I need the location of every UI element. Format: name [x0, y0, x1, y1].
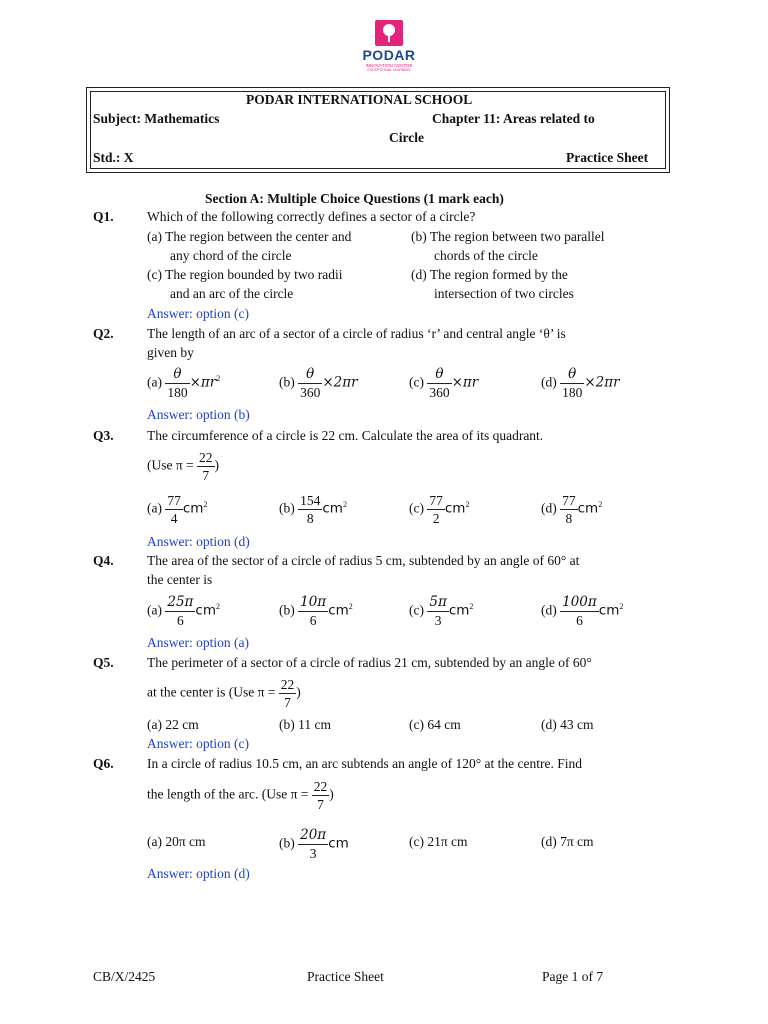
- q1-option-c-line2: and an arc of the circle: [170, 286, 294, 301]
- q5-option-d: (d) 43 cm: [541, 717, 594, 732]
- logo-tagline: EXCEPTIONAL LEARNING: [367, 68, 411, 72]
- q1-number: Q1.: [93, 209, 114, 224]
- q6-option-a: (a) 20π cm: [147, 834, 206, 849]
- q4-option-c: (c) $\frac{5\pi}{3}$ $cm^2$: [409, 594, 474, 628]
- footer-title: Practice Sheet: [307, 969, 384, 984]
- q1-option-b-line1: (b) The region between two parallel: [411, 229, 605, 244]
- q2-number: Q2.: [93, 326, 114, 341]
- q6-number: Q6.: [93, 756, 114, 771]
- q2-option-b: (b) $\frac{\theta}{360}$ ×2πr: [279, 366, 358, 400]
- q6-answer: Answer: option (d): [147, 866, 250, 881]
- school-name: PODAR INTERNATIONAL SCHOOL: [246, 92, 473, 107]
- q6-option-d: (d) 7π cm: [541, 834, 594, 849]
- q2-answer: Answer: option (b): [147, 407, 250, 422]
- q4-text-line1: The area of the sector of a circle of radius 5 cm, subtended by an angle of 60° at: [147, 553, 580, 568]
- q2-option-a: (a) $\frac{\theta}{180}$ $\times\pi r^2$: [147, 366, 221, 400]
- q4-option-d: (d) $\frac{100\pi}{6}$ $cm^2$: [541, 594, 624, 628]
- q1-option-c-line1: (c) The region bounded by two radii: [147, 267, 343, 282]
- chapter-line-1: Chapter 11: Areas related to: [432, 111, 595, 126]
- q3-answer: Answer: option (d): [147, 534, 250, 549]
- footer-code: CB/X/2425: [93, 969, 156, 984]
- q1-answer: Answer: option (c): [147, 306, 249, 321]
- q1-option-d-line1: (d) The region formed by the: [411, 267, 568, 282]
- q5-text-line1: The perimeter of a sector of a circle of radius 21 cm, subtended by an angle of 60°: [147, 655, 592, 670]
- q3-number: Q3.: [93, 428, 114, 443]
- q1-option-a-line2: any chord of the circle: [170, 248, 292, 263]
- q5-option-b: (b) 11 cm: [279, 717, 331, 732]
- sheet-label: Practice Sheet: [566, 150, 649, 165]
- q6-option-b: (b) $\frac{20\pi}{3}$ cm: [279, 827, 349, 861]
- q5-option-c: (c) 64 cm: [409, 717, 461, 732]
- q2-text-line2: given by: [147, 345, 194, 360]
- q4-option-b: (b) $\frac{10\pi}{6}$ $cm^2$: [279, 594, 353, 628]
- q1-option-d-line2: intersection of two circles: [434, 286, 574, 301]
- logo-subtitle: INNOVATION CENTRE: [365, 63, 413, 68]
- q4-option-a: (a) $\frac{25\pi}{6}$ $cm^2$: [147, 594, 220, 628]
- section-title: Section A: Multiple Choice Questions (1 mark each): [205, 191, 504, 206]
- q2-text-line1: The length of an arc of a sector of a circle of radius ‘r’ and central angle ‘θ’ is: [147, 326, 566, 341]
- q1-text: Which of the following correctly defines a sector of a circle?: [147, 209, 476, 224]
- q2-option-c: (c) $\frac{\theta}{360}$ ×πr: [409, 366, 479, 400]
- q5-number: Q5.: [93, 655, 114, 670]
- q2-option-d: (d) $\frac{\theta}{180}$ ×2πr: [541, 366, 620, 400]
- q6-use-pi: the length of the arc. (Use π = $\frac{22}{7}$ ): [147, 779, 334, 812]
- subject-label: Subject: Mathematics: [93, 111, 220, 126]
- logo-tree-icon: [375, 20, 403, 46]
- q4-answer: Answer: option (a): [147, 635, 249, 650]
- q3-option-b: (b) $\frac{154}{8}$ $cm^2$: [279, 493, 347, 526]
- logo-brand: PODAR: [362, 47, 416, 63]
- q3-option-a: (a) $\frac{77}{4}$ $cm^2$: [147, 493, 208, 526]
- q5-option-a: (a) 22 cm: [147, 717, 199, 732]
- q3-text: The circumference of a circle is 22 cm. Calculate the area of its quadrant.: [147, 428, 544, 443]
- q1-option-b-line2: chords of the circle: [434, 248, 538, 263]
- q3-use-pi: (Use π = $\frac{22}{7}$ ): [147, 450, 220, 483]
- q4-number: Q4.: [93, 553, 114, 568]
- chapter-line-2: Circle: [389, 130, 424, 145]
- school-logo: [356, 20, 422, 72]
- q6-text-line1: In a circle of radius 10.5 cm, an arc subtends an angle of 120° at the centre. Find: [147, 756, 582, 771]
- q3-option-c: (c) $\frac{77}{2}$ $cm^2$: [409, 493, 470, 526]
- q4-text-line2: the center is: [147, 572, 213, 587]
- page-number: Page 1 of 7: [542, 969, 604, 984]
- q5-answer: Answer: option (c): [147, 736, 249, 751]
- q3-option-d: (d) $\frac{77}{8}$ $cm^2$: [541, 493, 603, 526]
- q6-option-c: (c) 21π cm: [409, 834, 468, 849]
- q1-option-a-line1: (a) The region between the center and: [147, 229, 352, 244]
- std-label: Std.: X: [93, 150, 134, 165]
- q5-use-pi: at the center is (Use π = $\frac{22}{7}$ ): [147, 677, 301, 710]
